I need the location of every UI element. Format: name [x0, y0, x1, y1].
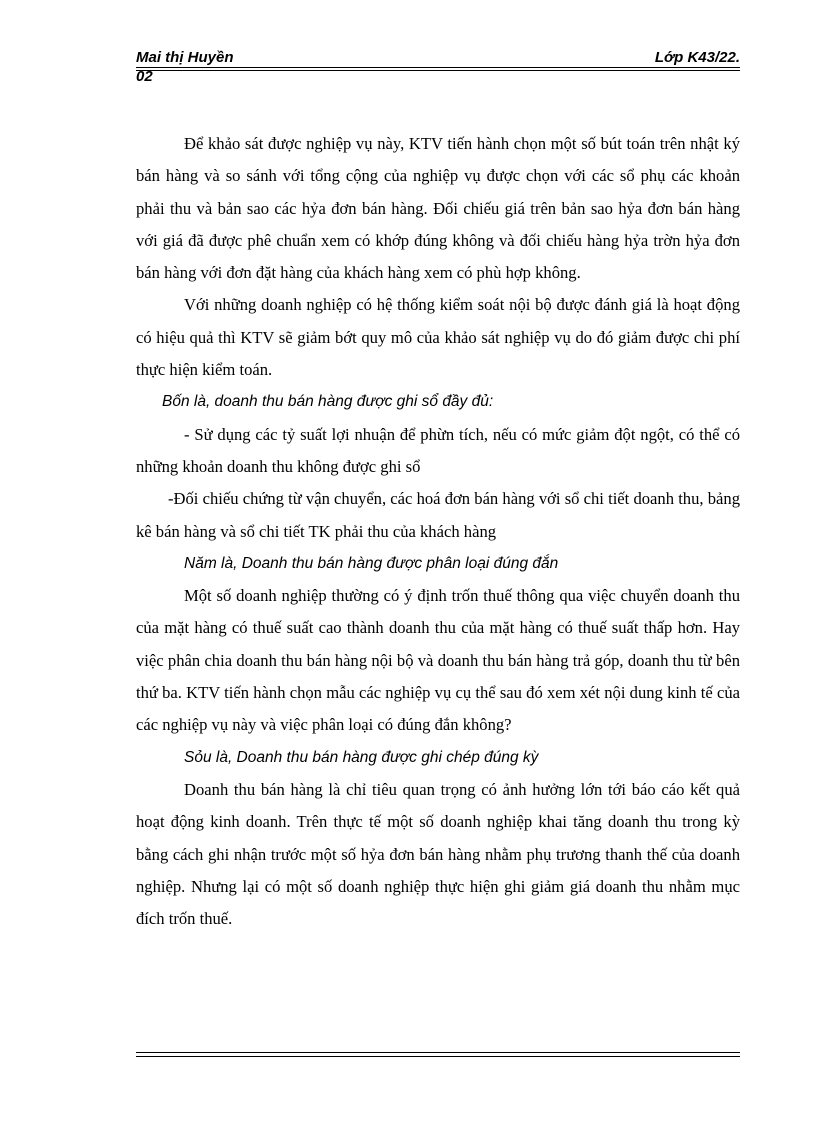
section-heading: Sỏu là, Doanh thu bán hàng được ghi chép đúng kỳ	[184, 748, 539, 766]
page-header	[136, 47, 740, 97]
section-heading: Năm là, Doanh thu bán hàng được phân loại đúng đắn	[184, 554, 559, 572]
footer-rule	[136, 1052, 740, 1053]
author-name-continued: 02	[136, 68, 153, 85]
author-name: Mai thị Huyền	[136, 49, 234, 66]
header-rule	[136, 67, 740, 68]
paragraph: Một số doanh nghiệp thường có ý định trốn thuế thông qua việc chuyển doanh thu của mặt hàng có thuế suất cao thành doanh thu của mặt hàng có thuế suất thấp hơn. Hay việc phân chia doanh thu bán hàng nội bộ và doanh thu bán hàng trả góp, doanh thu từ bên thứ ba. KTV tiến hành chọn mẫu các nghiệp vụ cụ thể sau đó xem xét nội dung kinh tế của các nghiệp vụ này và việc phân loại có đúng đắn không?	[136, 586, 740, 735]
paragraph: Doanh thu bán hàng là chỉ tiêu quan trọng có ảnh hưởng lớn tới báo cáo kết quả hoạt động kinh doanh. Trên thực tế một số doanh nghiệp khai tăng doanh thu trong kỳ bằng cách ghi nhận trước một số hỷa đơn bán hàng nhằm phụ trương thanh thế của doanh nghiệp. Nhưng lại có một số doanh nghiệp thực hiện ghi giảm giá doanh thu nhằm mục đích trốn thuế.	[136, 779, 740, 929]
section-heading: Bốn là, doanh thu bán hàng được ghi sổ đầy đủ:	[162, 393, 494, 411]
footer-rule-second	[136, 1056, 740, 1057]
bullet-item: -Đối chiếu chứng từ vận chuyển, các hoá đơn bán hàng với sổ chi tiết doanh thu, bảng kê bán hàng và sổ chi tiết TK phải thu của khách hàng	[136, 489, 740, 541]
document-body	[136, 128, 740, 935]
header-rule-second	[136, 70, 740, 71]
paragraph: Với những doanh nghiệp có hệ thống kiểm soát nội bộ được đánh giá là hoạt động có hiệu quả thì KTV sẽ giảm bớt quy mô của khảo sát nghiệp vụ do đó giảm được chi phí thực hiện kiểm toán.	[136, 295, 740, 380]
bullet-item: - Sử dụng các tỷ suất lợi nhuận để phừn tích, nếu có mức giảm đột ngột, có thể có những khoản doanh thu không được ghi sổ	[136, 424, 740, 476]
class-label: Lớp K43/22.	[654, 49, 740, 66]
paragraph: Để khảo sát được nghiệp vụ này, KTV tiến hành chọn một số bút toán trên nhật ký bán hàng và so sánh với tổng cộng của nghiệp vụ được chọn với các sổ phụ các khoản phải thu và bản sao các hỷa đơn bán hàng. Đối chiếu giá trên bản sao hỷa đơn bán hàng với giá đã được phê chuẩn xem có khớp đúng không và đối chiếu hàng hỷa trờn hỷa đơn bán hàng với đơn đặt hàng của khách hàng xem có phù hợp không.	[136, 134, 740, 283]
